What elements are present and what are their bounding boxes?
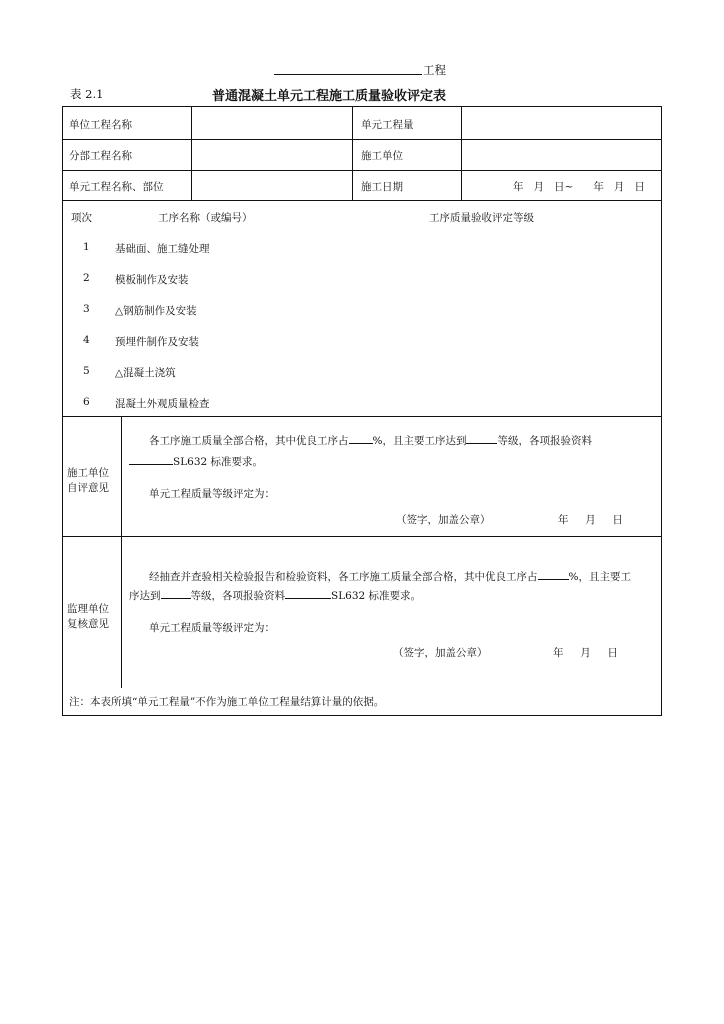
supervisor-signature[interactable]: （签字，加盖公章） bbox=[393, 647, 488, 659]
col-quality-grade: 工序质量验收评定等级 bbox=[429, 212, 534, 224]
documents-compliance-blank[interactable] bbox=[129, 454, 173, 465]
sub-project-name-field[interactable] bbox=[193, 141, 350, 169]
sub-project-name-label: 分部工程名称 bbox=[69, 150, 132, 162]
unit-work-quantity-field[interactable] bbox=[463, 108, 659, 138]
supervisor-date[interactable]: 年 月 日 bbox=[553, 647, 618, 659]
footnote: 注：本表所填“单元工程量”不作为施工单位工程量结算计量的依据。 bbox=[69, 696, 385, 708]
supervisor-paragraph-line2: 序达到 等级，各项报验资料 SL632 标准要求。 bbox=[129, 590, 422, 602]
process-row-name: △混凝土浇筑 bbox=[115, 367, 176, 379]
col-process-name: 工序名称（或编号） bbox=[158, 212, 253, 224]
process-row-name: 基础面、施工缝处理 bbox=[115, 243, 210, 255]
process-row-no: 2 bbox=[83, 272, 90, 284]
process-row-no: 3 bbox=[83, 303, 90, 315]
self-eval-paragraph-line1: 各工序施工质量全部合格，其中优良工序占 %，且主要工序达到 等级，各项报验资料 bbox=[149, 435, 592, 447]
supervisor-label-line2: 复核意见 bbox=[67, 618, 109, 630]
documents-compliance-blank[interactable] bbox=[285, 588, 331, 599]
process-row-name: 预埋件制作及安装 bbox=[115, 336, 199, 348]
process-row-no: 4 bbox=[83, 334, 90, 346]
unit-project-name-label: 单位工程名称 bbox=[69, 119, 132, 131]
unit-project-name-field[interactable] bbox=[193, 108, 350, 138]
self-eval-label-line2: 自评意见 bbox=[67, 482, 109, 494]
supervisor-paragraph-line1: 经抽查并查验相关检验报告和检验资料，各工序施工质量全部合格，其中优良工序占 %，且主要工 bbox=[149, 571, 631, 583]
self-eval-signature[interactable]: （签字，加盖公章） bbox=[396, 514, 491, 526]
unit-work-name-part-field[interactable] bbox=[193, 172, 350, 199]
process-row-name: 模板制作及安装 bbox=[115, 274, 189, 286]
process-row-no: 5 bbox=[83, 365, 90, 377]
col-item-no: 项次 bbox=[71, 212, 92, 224]
main-process-grade-blank[interactable] bbox=[161, 588, 191, 599]
table-number: 表 2.1 bbox=[70, 87, 104, 101]
process-row-no: 6 bbox=[83, 396, 90, 408]
self-eval-label-line1: 施工单位 bbox=[67, 467, 109, 479]
construction-date-range[interactable]: 年 月 日~ 年 月 日 bbox=[513, 181, 645, 193]
excellent-ratio-blank[interactable] bbox=[349, 433, 373, 444]
process-row-no: 1 bbox=[83, 241, 90, 253]
project-name-blank[interactable] bbox=[274, 74, 422, 75]
excellent-ratio-blank[interactable] bbox=[538, 569, 569, 580]
construction-unit-label: 施工单位 bbox=[361, 150, 403, 162]
project-suffix: 工程 bbox=[423, 63, 446, 77]
self-eval-grade-text: 单元工程质量等级评定为： bbox=[149, 488, 275, 500]
supervisor-grade-text: 单元工程质量等级评定为： bbox=[149, 622, 275, 634]
self-eval-paragraph-line2: SL632 标准要求。 bbox=[129, 454, 263, 469]
page-title: 普通混凝土单元工程施工质量验收评定表 bbox=[212, 89, 447, 104]
self-eval-date[interactable]: 年 月 日 bbox=[558, 514, 623, 526]
process-row-name: 混凝土外观质量检查 bbox=[115, 398, 210, 410]
unit-work-quantity-label: 单元工程量 bbox=[361, 119, 414, 131]
construction-date-label: 施工日期 bbox=[361, 181, 403, 193]
main-process-grade-blank[interactable] bbox=[466, 433, 497, 444]
unit-work-name-part-label: 单元工程名称、部位 bbox=[69, 181, 164, 193]
process-row-name: △钢筋制作及安装 bbox=[115, 305, 197, 317]
construction-unit-field[interactable] bbox=[463, 141, 659, 169]
supervisor-label-line1: 监理单位 bbox=[67, 603, 109, 615]
